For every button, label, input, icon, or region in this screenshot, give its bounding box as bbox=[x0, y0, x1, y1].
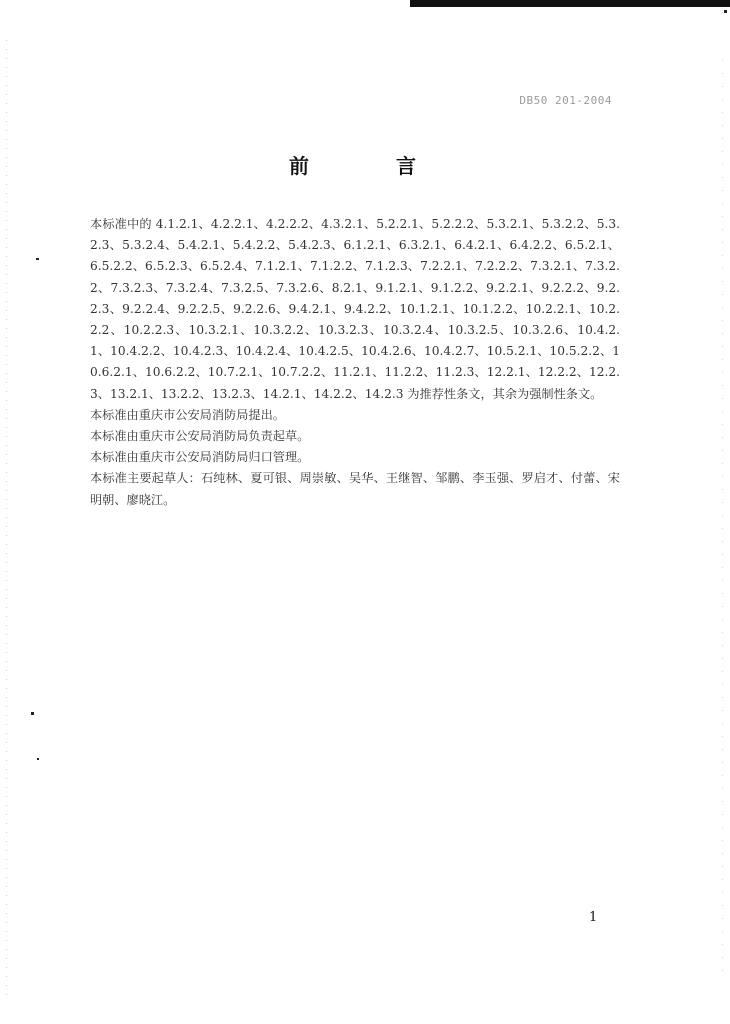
paragraph-proposed-by: 本标准由重庆市公安局消防局提出。 bbox=[90, 407, 285, 422]
page-number: 1 bbox=[589, 910, 598, 925]
scan-speck bbox=[37, 758, 39, 760]
foreword-body bbox=[90, 214, 620, 511]
paragraph-drafted-by: 本标准由重庆市公安局消防局负责起草。 bbox=[90, 429, 310, 444]
page-title bbox=[0, 150, 730, 180]
scan-top-edge bbox=[410, 0, 730, 7]
scan-speck bbox=[31, 712, 34, 715]
scan-speck bbox=[724, 10, 727, 13]
standard-code: DB50 201-2004 bbox=[519, 94, 612, 107]
scan-right-margin-noise bbox=[722, 60, 723, 980]
paragraph-managed-by: 本标准由重庆市公安局消防局归口管理。 bbox=[90, 450, 310, 465]
title-char-2: 言 bbox=[396, 154, 416, 178]
paragraph-main-drafters: 本标准主要起草人：石纯林、夏可银、周崇敏、吴华、王继智、邹鹏、李玉强、罗启才、付蕾、宋明朝、廖晓江。 bbox=[90, 471, 620, 507]
title-char-1: 前 bbox=[289, 154, 309, 178]
scan-speck bbox=[36, 258, 39, 260]
scan-left-margin-noise bbox=[6, 40, 7, 1000]
paragraph-recommended-clauses: 本标准中的 4.1.2.1、4.2.2.1、4.2.2.2、4.3.2.1、5.2.2.1、5.2.2.2、5.3.2.1、5.3.2.2、5.3.2.3、5.3.2.4、5.4.2.1、5.4.2.2、5.4.2.3、6.1.2.1、6.3.2.1、6.4.2.1、6.4.2.2、6.5.2.1、6.5.2.2、6.5.2.3、6.5.2.4、7.1.2.1、7.1.2.2、7.1.2.3、7.2.2.1、7.2.2.2、7.3.2.1、7.3.2.2、7.3.2.3、7.3.2.4、7.3.2.5、7.3.2.6、8.2.1、9.1.2.1、9.1.2.2、9.2.2.1、9.2.2.2、9.2.2.3、9.2.2.4、9.2.2.5、9.2.2.6、9.4.2.1、9.4.2.2、10.1.2.1、10.1.2.2、10.2.2.1、10.2.2.2、10.2.2.3、10.3.2.1、10.3.2.2、10.3.2.3、10.3.2.4、10.3.2.5、10.3.2.6、10.4.2.1、10.4.2.2、10.4.2.3、10.4.2.4、10.4.2.5、10.4.2.6、10.4.2.7、10.5.2.1、10.5.2.2、10.6.2.1、10.6.2.2、10.7.2.1、10.7.2.2、11.2.1、11.2.2、11.2.3、12.2.1、12.2.2、12.2.3、13.2.1、13.2.2、13.2.3、14.2.1、14.2.2、14.2.3 为推荐性条文，其余为强制性条文。 bbox=[90, 217, 620, 401]
